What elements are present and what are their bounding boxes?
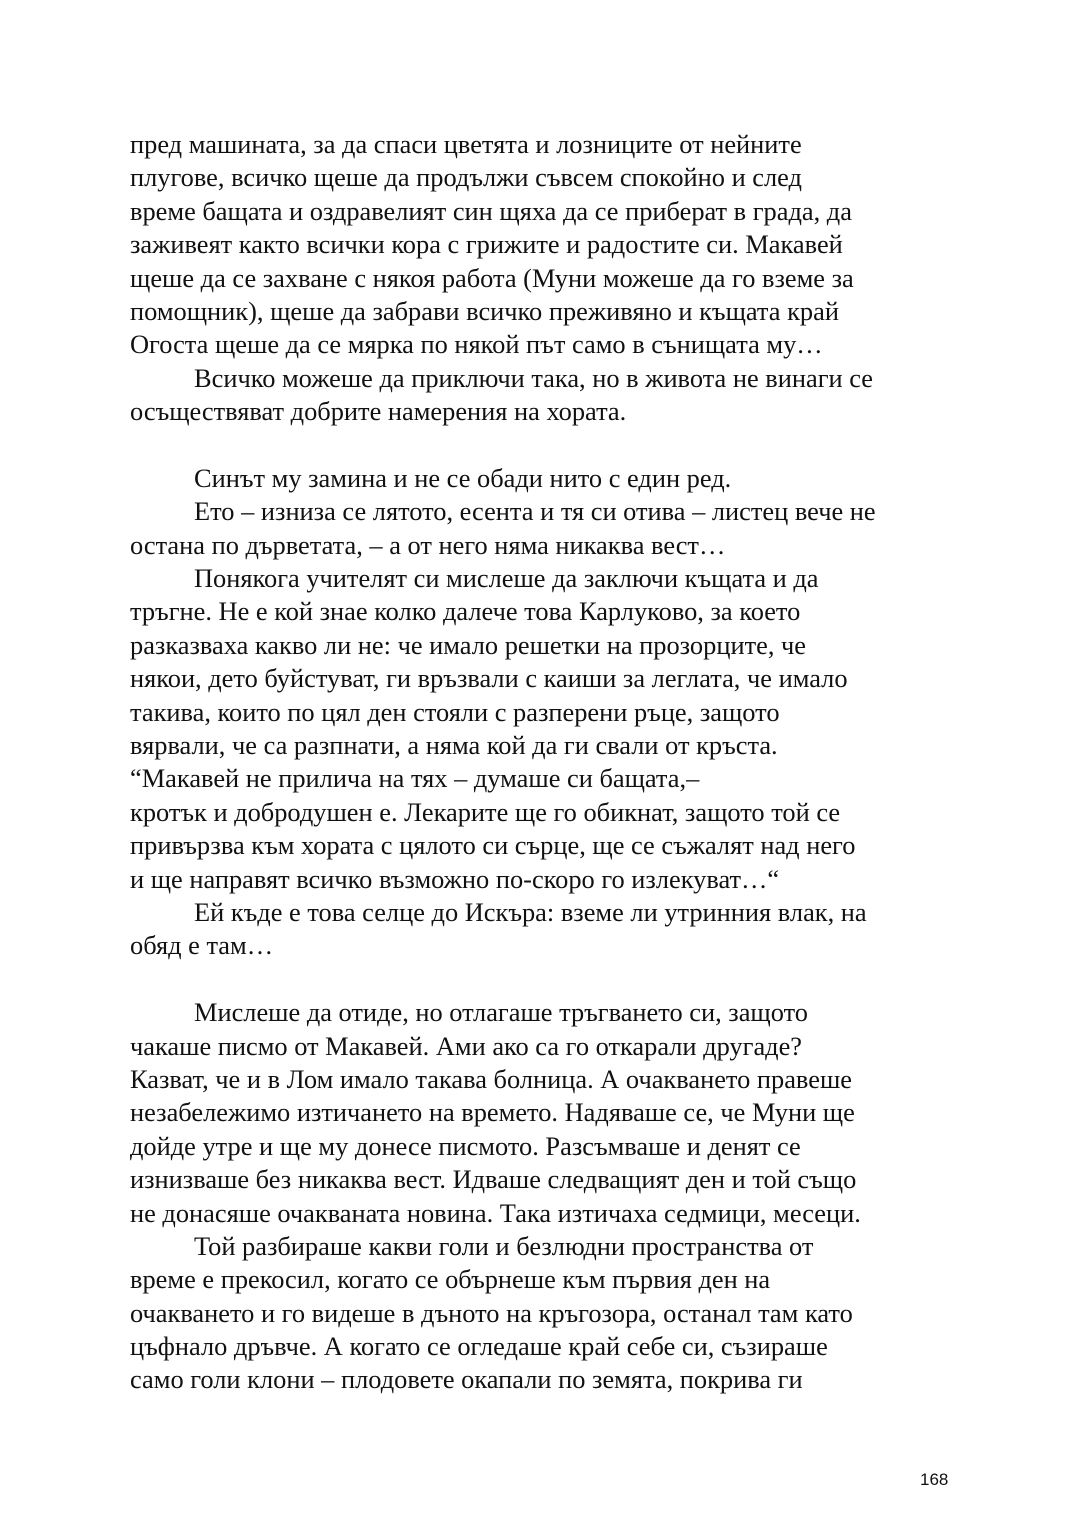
text-line: привързва към хората с цялото си сърце, ще се съжалят над него [130, 830, 856, 861]
text-line: Понякога учителят си мислеше да заключи къщата и да [194, 563, 819, 594]
text-line: Синът му замина и не се обади нито с един ред. [194, 462, 732, 493]
text-line: Всичко можеше да приключи така, но в живота не винаги се [194, 362, 874, 393]
text-line: разказваха какво ли не: че имало решетки на прозорците, че [130, 629, 807, 660]
text-line: очакването и го видеше в дъното на кръгозора, останал там като [130, 1297, 853, 1328]
text-line: осъществяват добрите намерения на хората. [130, 396, 627, 427]
text-line: Мислеше да отиде, но отлагаше тръгването си, защото [194, 997, 808, 1028]
page-number: 168 [920, 1470, 949, 1489]
text-line: обяд е там… [130, 930, 274, 961]
text-line: Той разбираше какви голи и безлюдни пространства от [194, 1230, 814, 1261]
text-line: изнизваше без никаква вест. Идваше следващият ден и той също [130, 1164, 857, 1195]
text-line: такива, които по цял ден стояли с разперени ръце, защото [130, 696, 780, 727]
paragraph-gap [130, 429, 960, 462]
text-line: време е прекосил, когато се обърнеше към първия ден на [130, 1264, 771, 1295]
paragraph-gap [130, 963, 960, 996]
text-line: чакаше писмо от Макавей. Ами ако са го откарали другаде? [130, 1030, 803, 1061]
text-line: кротък и добродушен е. Лекарите ще го обикнат, защото той се [130, 796, 841, 827]
text-line: пред машината, за да спаси цветята и лозниците от нейните [130, 129, 802, 159]
text-line: заживеят както всички кора с грижите и радостите си. Макавей [130, 229, 843, 260]
text-line: Казват, че и в Лом имало такава болница. А очакването правеше [130, 1063, 852, 1094]
text-line: Ето – изниза се лятото, есента и тя си отива – листец вече не [194, 496, 876, 527]
text-line: остана по дърветата, – а от него няма никаква вест… [130, 529, 726, 560]
text-line: Огоста щеше да се мярка по някой път само в сънищата му… [130, 329, 823, 360]
text-line: незабележимо изтичането на времето. Надяваше се, че Муни ще [130, 1097, 855, 1128]
text-line: “Макавей не прилича на тях – думаше си бащата,– [130, 763, 700, 794]
text-line: дойде утре и ще му донесе писмото. Разсъмваше и денят се [130, 1130, 801, 1161]
text-line: Ей къде е това селце до Искъра: вземе ли утринния влак, на [194, 896, 867, 927]
text-line: време бащата и оздравелият син щяха да се приберат в града, да [130, 195, 852, 226]
text-line: някои, дето буйстуват, ги връзвали с каиши за леглата, че имало [130, 663, 848, 694]
text-line: и ще направят всичко възможно по-скоро го излекуват…“ [130, 863, 780, 894]
text-line: само голи клони – плодовете окапали по земята, покрива ги [130, 1364, 803, 1395]
text-line: вярвали, че са разпнати, а няма кой да ги свали от кръста. [130, 730, 778, 761]
text-line: цъфнало дръвче. А когато се огледаше край себе си, съзираше [130, 1331, 828, 1362]
text-line: помощник), щеше да забрави всичко преживяно и къщата край [130, 295, 839, 326]
text-line: тръгне. Не е кой знае колко далече това Карлуково, за което [130, 596, 801, 627]
text-line: не донасяше очакваната новина. Така изтичаха седмици, месеци. [130, 1197, 861, 1228]
body-text [130, 128, 960, 1397]
text-line: плугове, всичко щеше да продължи съвсем спокойно и след [130, 162, 802, 193]
text-line: щеше да се захване с някоя работа (Муни можеше да го вземе за [130, 262, 854, 293]
